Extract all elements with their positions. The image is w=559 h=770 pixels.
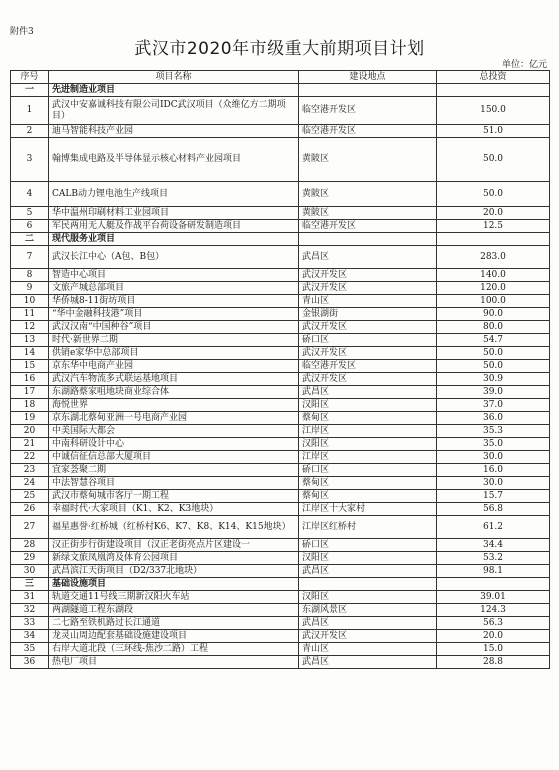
table-row — [11, 490, 550, 503]
project-table — [10, 70, 550, 669]
project-table-container — [10, 70, 549, 669]
cell-location: 武昌区 — [299, 617, 437, 630]
cell-location: 硚口区 — [299, 539, 437, 552]
cell-investment: 34.4 — [437, 539, 550, 552]
table-row — [11, 282, 550, 295]
cell-no: 12 — [11, 321, 49, 334]
table-body — [11, 84, 550, 669]
cell-investment: 16.0 — [437, 464, 550, 477]
cell-location: 黄陂区 — [299, 138, 437, 182]
col-header-no: 序号 — [11, 71, 49, 84]
cell-project-name: 中南科研设计中心 — [49, 438, 299, 451]
category-row — [11, 578, 550, 591]
table-row — [11, 643, 550, 656]
col-header-investment: 总投资 — [437, 71, 550, 84]
cell-no: 1 — [11, 97, 49, 125]
cell-investment: 61.2 — [437, 516, 550, 539]
cell-location: 青山区 — [299, 295, 437, 308]
cell-location: 武昌区 — [299, 656, 437, 669]
cell-investment: 150.0 — [437, 97, 550, 125]
cell-project-name: 武汉长江中心（A包、B包） — [49, 246, 299, 269]
cell-project-name: 幸福时代·大家项目（K1、K2、K3地块） — [49, 503, 299, 516]
table-row — [11, 138, 550, 182]
cell-investment: 28.8 — [437, 656, 550, 669]
cell-no: 11 — [11, 308, 49, 321]
cell-location: 东湖风景区 — [299, 604, 437, 617]
cell-no: 4 — [11, 182, 49, 207]
cell-investment: 30.0 — [437, 477, 550, 490]
cell-investment: 90.0 — [437, 308, 550, 321]
cell-no: 16 — [11, 373, 49, 386]
table-row — [11, 220, 550, 233]
cell-location: 黄陂区 — [299, 182, 437, 207]
attachment-label: 附件3 — [10, 27, 34, 37]
cell-no: 14 — [11, 347, 49, 360]
category-row — [11, 233, 550, 246]
table-row — [11, 464, 550, 477]
cell-investment: 15.7 — [437, 490, 550, 503]
cell-project-name: 龙灵山周边配套基础设施建设项目 — [49, 630, 299, 643]
cell-project-name: 基础设施项目 — [49, 578, 299, 591]
cell-location: 临空港开发区 — [299, 360, 437, 373]
cell-investment: 50.0 — [437, 182, 550, 207]
cell-investment: 98.1 — [437, 565, 550, 578]
cell-investment: 80.0 — [437, 321, 550, 334]
cell-investment — [437, 84, 550, 97]
cell-investment: 30.9 — [437, 373, 550, 386]
cell-no: 36 — [11, 656, 49, 669]
cell-investment: 35.3 — [437, 425, 550, 438]
table-row — [11, 321, 550, 334]
cell-project-name: 二七路至铁机路过长江通道 — [49, 617, 299, 630]
table-row — [11, 451, 550, 464]
cell-no: 29 — [11, 552, 49, 565]
cell-project-name: 军民两用无人艇及作战平台荷设备研发制造项目 — [49, 220, 299, 233]
cell-no: 17 — [11, 386, 49, 399]
cell-project-name: 时代·新世界二期 — [49, 334, 299, 347]
cell-project-name: 东湖路蔡家咀地块商业综合体 — [49, 386, 299, 399]
cell-investment: 12.5 — [437, 220, 550, 233]
cell-no: 26 — [11, 503, 49, 516]
cell-project-name: 新绿文旅凤凰湾及体育公园项目 — [49, 552, 299, 565]
cell-location: 武汉开发区 — [299, 373, 437, 386]
cell-project-name: 迪马智能科技产业园 — [49, 125, 299, 138]
table-row — [11, 373, 550, 386]
cell-location: 硚口区 — [299, 464, 437, 477]
cell-location: 武汉开发区 — [299, 630, 437, 643]
cell-project-name: 华侨城8-11街坊项目 — [49, 295, 299, 308]
cell-project-name: 供销e家华中总部项目 — [49, 347, 299, 360]
table-row — [11, 269, 550, 282]
cell-location: 临空港开发区 — [299, 125, 437, 138]
cell-location: 临空港开发区 — [299, 220, 437, 233]
table-row — [11, 246, 550, 269]
table-row — [11, 656, 550, 669]
cell-investment: 15.0 — [437, 643, 550, 656]
cell-project-name: 两湖隧道工程东湖段 — [49, 604, 299, 617]
cell-no: 15 — [11, 360, 49, 373]
cell-no: 25 — [11, 490, 49, 503]
cell-location: 江岸区红桥村 — [299, 516, 437, 539]
cell-investment: 39.01 — [437, 591, 550, 604]
cell-location: 黄陂区 — [299, 207, 437, 220]
category-row — [11, 84, 550, 97]
cell-no: 21 — [11, 438, 49, 451]
cell-project-name: 武汉汽车物流多式联运基地项目 — [49, 373, 299, 386]
cell-investment: 39.0 — [437, 386, 550, 399]
cell-no: 7 — [11, 246, 49, 269]
table-row — [11, 477, 550, 490]
table-row — [11, 386, 550, 399]
table-row — [11, 125, 550, 138]
cell-no: 20 — [11, 425, 49, 438]
table-row — [11, 565, 550, 578]
cell-no: 23 — [11, 464, 49, 477]
cell-location: 武汉开发区 — [299, 321, 437, 334]
cell-project-name: 武昌滨江天街项目（D2/337北地块） — [49, 565, 299, 578]
cell-project-name: 福星惠誉·红桥城（红桥村K6、K7、K8、K14、K15地块） — [49, 516, 299, 539]
page-title: 武汉市2020年市级重大前期项目计划 — [134, 39, 425, 59]
cell-location: 江岸区十大家村 — [299, 503, 437, 516]
table-row — [11, 617, 550, 630]
table-row — [11, 207, 550, 220]
cell-location: 武昌区 — [299, 386, 437, 399]
table-row — [11, 539, 550, 552]
cell-investment: 37.0 — [437, 399, 550, 412]
cell-no: 35 — [11, 643, 49, 656]
cell-project-name: 右岸大道北段（三环线-焦沙二路）工程 — [49, 643, 299, 656]
cell-no: 22 — [11, 451, 49, 464]
table-row — [11, 503, 550, 516]
cell-location — [299, 233, 437, 246]
cell-investment: 20.0 — [437, 207, 550, 220]
table-row — [11, 591, 550, 604]
cell-location: 汉阳区 — [299, 399, 437, 412]
cell-location — [299, 84, 437, 97]
table-row — [11, 552, 550, 565]
table-row — [11, 425, 550, 438]
cell-no: 5 — [11, 207, 49, 220]
col-header-location: 建设地点 — [299, 71, 437, 84]
cell-project-name: 海悦世界 — [49, 399, 299, 412]
cell-project-name: 先进制造业项目 — [49, 84, 299, 97]
cell-no: 三 — [11, 578, 49, 591]
table-row — [11, 516, 550, 539]
cell-project-name: 现代服务业项目 — [49, 233, 299, 246]
cell-no: 18 — [11, 399, 49, 412]
cell-location: 蔡甸区 — [299, 412, 437, 425]
cell-location: 蔡甸区 — [299, 490, 437, 503]
cell-investment: 124.3 — [437, 604, 550, 617]
cell-no: 24 — [11, 477, 49, 490]
cell-investment: 36.0 — [437, 412, 550, 425]
cell-location: 汉阳区 — [299, 591, 437, 604]
cell-investment: 56.3 — [437, 617, 550, 630]
cell-no: 6 — [11, 220, 49, 233]
cell-investment: 140.0 — [437, 269, 550, 282]
cell-project-name: 华中温州印刷材料工业园项目 — [49, 207, 299, 220]
table-row — [11, 347, 550, 360]
cell-location: 汉阳区 — [299, 438, 437, 451]
table-row — [11, 604, 550, 617]
cell-no: 19 — [11, 412, 49, 425]
table-row — [11, 360, 550, 373]
table-row — [11, 412, 550, 425]
cell-no: 33 — [11, 617, 49, 630]
cell-no: 8 — [11, 269, 49, 282]
table-row — [11, 630, 550, 643]
cell-investment: 30.0 — [437, 451, 550, 464]
cell-project-name: 武汉中安嘉诚科技有限公司IDC武汉项目（众维亿方二期项目） — [49, 97, 299, 125]
cell-investment: 35.0 — [437, 438, 550, 451]
cell-location: 武昌区 — [299, 246, 437, 269]
cell-investment: 50.0 — [437, 347, 550, 360]
cell-location: 蔡甸区 — [299, 477, 437, 490]
table-row — [11, 295, 550, 308]
cell-project-name: 轨道交通11号线三期新汉阳火车站 — [49, 591, 299, 604]
cell-project-name: 宜家荟聚二期 — [49, 464, 299, 477]
cell-no: 3 — [11, 138, 49, 182]
cell-location: 汉阳区 — [299, 552, 437, 565]
cell-investment — [437, 233, 550, 246]
cell-no: 32 — [11, 604, 49, 617]
cell-location: 临空港开发区 — [299, 97, 437, 125]
table-header-row — [11, 71, 550, 84]
cell-investment: 54.7 — [437, 334, 550, 347]
cell-project-name: 武汉汉南“中国种谷”项目 — [49, 321, 299, 334]
cell-location: 武汉开发区 — [299, 282, 437, 295]
cell-project-name: 智造中心项目 — [49, 269, 299, 282]
cell-location: 硚口区 — [299, 334, 437, 347]
cell-no: 9 — [11, 282, 49, 295]
cell-no: 13 — [11, 334, 49, 347]
cell-location: 青山区 — [299, 643, 437, 656]
table-row — [11, 399, 550, 412]
cell-location: 武汉开发区 — [299, 269, 437, 282]
table-row — [11, 334, 550, 347]
cell-no: 31 — [11, 591, 49, 604]
cell-location: 金银湖街 — [299, 308, 437, 321]
cell-location: 武汉开发区 — [299, 347, 437, 360]
cell-project-name: 热电厂项目 — [49, 656, 299, 669]
cell-investment: 100.0 — [437, 295, 550, 308]
cell-location — [299, 578, 437, 591]
cell-location: 武昌区 — [299, 565, 437, 578]
cell-location: 江岸区 — [299, 425, 437, 438]
cell-no: 28 — [11, 539, 49, 552]
cell-investment: 120.0 — [437, 282, 550, 295]
cell-investment: 51.0 — [437, 125, 550, 138]
cell-project-name: 中法智慧谷项目 — [49, 477, 299, 490]
cell-project-name: 汉正街步行街建设项目（汉正老街亮点片区建设一 — [49, 539, 299, 552]
cell-project-name: 翰博集成电路及半导体显示核心材料产业园项目 — [49, 138, 299, 182]
cell-project-name: 中美国际大都会 — [49, 425, 299, 438]
unit-label: 单位：亿元 — [501, 60, 547, 70]
cell-investment: 20.0 — [437, 630, 550, 643]
cell-no: 二 — [11, 233, 49, 246]
cell-investment: 283.0 — [437, 246, 550, 269]
cell-project-name: 京东湖北蔡甸亚洲一号电商产业园 — [49, 412, 299, 425]
cell-no: 34 — [11, 630, 49, 643]
cell-investment — [437, 578, 550, 591]
cell-no: 10 — [11, 295, 49, 308]
cell-location: 江岸区 — [299, 451, 437, 464]
col-header-name: 项目名称 — [49, 71, 299, 84]
cell-no: 一 — [11, 84, 49, 97]
table-row — [11, 182, 550, 207]
cell-project-name: 中诚信征信总部大厦项目 — [49, 451, 299, 464]
cell-project-name: 武汉市蔡甸城市客厅一期工程 — [49, 490, 299, 503]
cell-investment: 53.2 — [437, 552, 550, 565]
table-row — [11, 97, 550, 125]
cell-project-name: CALB动力锂电池生产线项目 — [49, 182, 299, 207]
cell-no: 27 — [11, 516, 49, 539]
cell-investment: 50.0 — [437, 138, 550, 182]
cell-project-name: 文旅产城总部项目 — [49, 282, 299, 295]
cell-no: 2 — [11, 125, 49, 138]
table-row — [11, 308, 550, 321]
cell-project-name: 京东华中电商产业园 — [49, 360, 299, 373]
cell-investment: 50.0 — [437, 360, 550, 373]
cell-project-name: “华中金融科技港”项目 — [49, 308, 299, 321]
cell-no: 30 — [11, 565, 49, 578]
table-row — [11, 438, 550, 451]
cell-investment: 56.8 — [437, 503, 550, 516]
